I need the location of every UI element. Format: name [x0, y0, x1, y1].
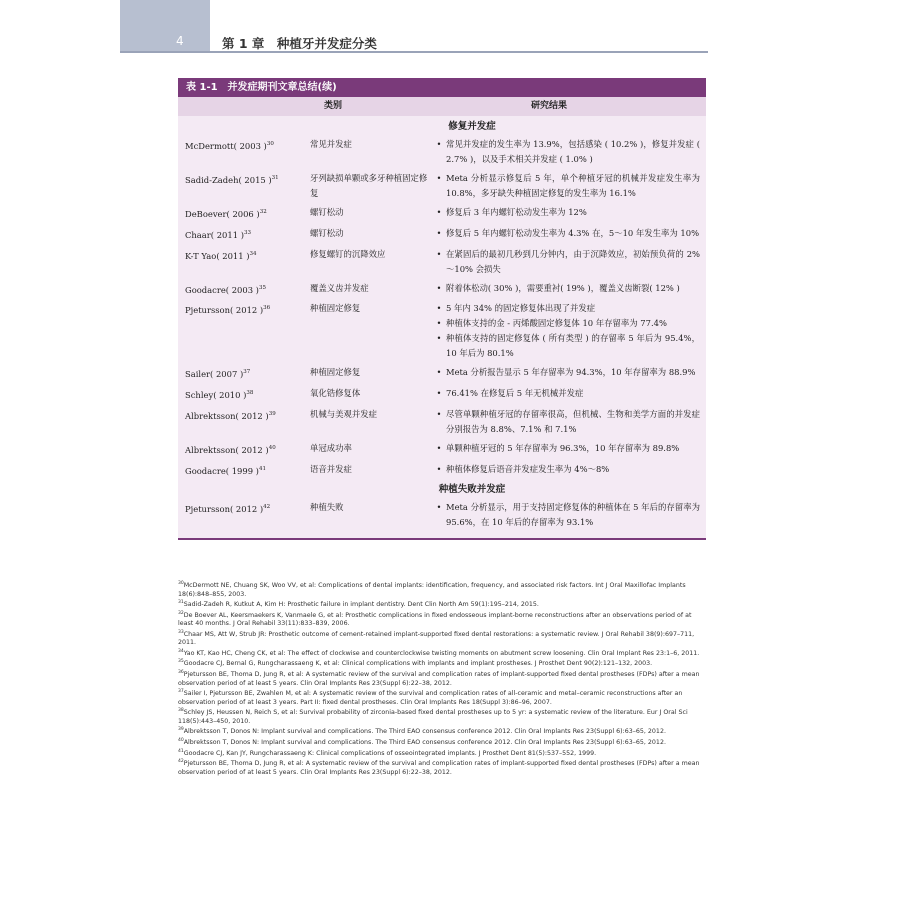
study-cell [178, 226, 304, 243]
study-ref-number: 35 [258, 284, 266, 291]
study-ref-number: 37 [243, 369, 251, 376]
complications-table [178, 78, 706, 540]
reference-text: Albrektsson T, Donos N: Implant survival and complications. The Third EAO consensus conference 2012. Clin Oral Implants Res 23(Suppl 6):63–65, 2012. [183, 739, 666, 747]
study-cell [178, 247, 304, 277]
reference-number: 39 [178, 727, 184, 733]
results-cell [432, 171, 706, 201]
page-number-tab [120, 0, 210, 52]
bullet-icon: • [436, 173, 442, 183]
result-bullet [432, 226, 700, 241]
result-bullet [432, 386, 700, 401]
results-cell [432, 365, 706, 382]
study-ref-number: 30 [266, 141, 274, 147]
study-cell [178, 365, 304, 382]
study-ref-number: 38 [246, 390, 254, 397]
study-ref-number: 40 [268, 444, 276, 451]
study-name: Schley( 2010 ) [185, 389, 247, 400]
results-cell [432, 386, 706, 403]
reference-number: 41 [178, 748, 184, 754]
study-cell [178, 137, 304, 167]
table-row [178, 245, 706, 279]
references-list [178, 580, 706, 777]
reference-text: Goodacre CJ, Kan JY, Rungcharassaeng K: Clinical complications of osseointegrated implants. J Prosthet Dent 81(5):537–552, 1999. [183, 749, 597, 757]
study-ref-number: 34 [249, 250, 257, 257]
result-bullet [432, 462, 700, 477]
study-name: K-T Yao( 2011 ) [185, 250, 250, 261]
study-cell [178, 171, 304, 201]
result-bullet [432, 171, 700, 201]
study-ref-number: 33 [243, 229, 251, 236]
bullet-icon: • [436, 227, 442, 238]
reference-text: Albrektsson T, Donos N: Implant survival and complications. The Third EAO consensus conference 2012. Clin Oral Implants Res 23(Suppl 6):63–65, 2012. [183, 728, 666, 736]
table-row [178, 299, 706, 363]
study-name: Chaar( 2011 ) [185, 229, 244, 240]
study-cell [178, 500, 304, 530]
category-cell: 种植失败 [310, 501, 344, 512]
results-cell [432, 407, 706, 437]
reference-entry [178, 669, 706, 688]
study-cell [178, 281, 304, 298]
study-cell [178, 462, 304, 479]
study-cell [178, 205, 304, 222]
reference-entry [178, 688, 706, 707]
table-row [178, 203, 706, 224]
reference-text: Sadid-Zadeh R, Kutkut A, Kim H: Prosthetic failure in implant dentistry. Dent Clin North Am 59(1):195–214, 2015. [183, 601, 539, 609]
category-cell: 螺钉松动 [310, 227, 344, 238]
table-row [178, 169, 706, 203]
header-rule [120, 51, 708, 53]
reference-entry [178, 758, 706, 777]
result-text: 单颗种植牙冠的 5 年存留率为 96.3%，10 年存留率为 89.8% [446, 442, 680, 453]
table-row [178, 405, 706, 439]
reference-text: Goodacre CJ, Bernal G, Rungcharassaeng K, et al: Clinical complications with implants and implant prostheses. J Prosthet Dent 90(2):121–132, 2003. [183, 660, 653, 668]
results-cell [432, 500, 706, 530]
result-bullet [432, 500, 700, 530]
reference-entry [178, 599, 706, 610]
reference-number: 33 [178, 629, 184, 635]
table-caption: 表 1-1 并发症期刊文章总结(续) [178, 78, 706, 97]
result-text: 在紧固后的最初几秒到几分钟内，由于沉降效应，初始预负荷的 2%～10% 会损失 [446, 248, 700, 274]
bullet-icon: • [436, 318, 442, 329]
result-bullet [432, 137, 700, 167]
table-row [178, 224, 706, 245]
results-cell [432, 226, 706, 243]
category-cell: 修复螺钉的沉降效应 [310, 248, 386, 259]
bullet-icon: • [436, 442, 442, 453]
results-cell [432, 301, 706, 361]
reference-entry [178, 580, 706, 599]
result-bullet [432, 301, 700, 316]
table-row [178, 279, 706, 300]
bullet-icon: • [436, 408, 442, 419]
study-name: Sadid-Zadeh( 2015 ) [185, 174, 272, 185]
bullet-icon: • [436, 139, 442, 149]
study-cell [178, 386, 304, 403]
result-text: 修复后 5 年内螺钉松动发生率为 4.3% 在，5～10 年发生率为 10% [446, 227, 700, 238]
reference-number: 42 [178, 759, 184, 765]
result-bullet [432, 281, 700, 296]
category-cell: 种植固定修复 [310, 303, 361, 314]
result-text: 尽管单颗种植牙冠的存留率很高，但机械、生物和美学方面的并发症分别报告为 8.8%、7.1% 和 7.1% [446, 408, 700, 434]
reference-text: De Boever AL, Keersmaekers K, Vanmaele G, et al: Prosthetic complications in fixed endosseous implant-borne reconstructions after an observations period of at least 40 months. J Oral Rehabil 33(11):833–839, 2006. [178, 611, 692, 628]
header-category: 类别 [324, 101, 343, 111]
result-text: 修复后 3 年内螺钉松动发生率为 12% [446, 207, 587, 217]
section-heading: 修复并发症 [448, 121, 496, 132]
category-cell: 螺钉松动 [310, 207, 344, 217]
header-results: 研究结果 [530, 101, 567, 111]
reference-entry [178, 737, 706, 748]
reference-entry [178, 707, 706, 726]
reference-number: 34 [178, 648, 184, 654]
chapter-running-title: 第 1 章 种植牙并发症分类 [222, 36, 377, 51]
category-cell: 常见并发症 [310, 139, 352, 149]
results-cell [432, 441, 706, 458]
reference-entry [178, 629, 706, 648]
result-text: 常见并发症的发生率为 13.9%，包括感染 ( 10.2% )，修复并发症 ( 2.7% )，以及手术相关并发症 ( 1.0% ) [446, 139, 700, 164]
bullet-icon: • [436, 248, 442, 259]
study-name: Goodacre( 1999 ) [185, 465, 259, 476]
category-cell: 牙列缺损单颗或多牙种植固定修复 [310, 173, 428, 198]
table-row [178, 363, 706, 384]
table-header-row [178, 97, 706, 116]
results-cell [432, 137, 706, 167]
category-cell: 语音并发症 [310, 463, 352, 474]
category-cell: 单冠成功率 [310, 442, 352, 453]
results-cell [432, 281, 706, 298]
reference-text: Chaar MS, Att W, Strub JR: Prosthetic outcome of cement-retained implant-supported fixed dental restorations: a systematic review. J Oral Rehabil 38(9):697–711, 2011. [178, 630, 695, 647]
header-study [178, 97, 304, 116]
study-ref-number: 42 [263, 503, 271, 510]
study-cell [178, 441, 304, 458]
study-ref-number: 41 [258, 465, 266, 472]
result-text: 76.41% 在修复后 5 年无机械并发症 [446, 388, 584, 399]
study-ref-number: 32 [259, 209, 267, 215]
bullet-icon: • [436, 463, 442, 474]
results-cell [432, 247, 706, 277]
result-text: 5 年内 34% 的固定修复体出现了并发症 [446, 303, 596, 314]
reference-entry [178, 726, 706, 737]
result-bullet [432, 247, 700, 277]
reference-number: 31 [178, 600, 184, 606]
reference-number: 32 [178, 610, 184, 616]
category-cell: 种植固定修复 [310, 367, 361, 378]
reference-text: Pjetursson BE, Thoma D, Jung R, et al: A systematic review of the survival and complication rates of implant-supported fixed dental prostheses (FDPs) after a mean observation period of at least 5 years. Clin Oral Implants Res 23(Suppl 6):22–38, 2012. [178, 671, 700, 687]
bullet-icon: • [436, 388, 442, 399]
result-bullet [432, 365, 700, 380]
table-row [178, 439, 706, 460]
study-name: Pjetursson( 2012 ) [185, 503, 264, 514]
results-cell [432, 205, 706, 222]
category-cell: 氧化锆修复体 [310, 388, 361, 399]
reference-number: 30 [178, 581, 184, 586]
study-ref-number: 36 [263, 305, 271, 312]
bullet-icon: • [436, 282, 442, 293]
result-text: 种植体修复后语音并发症发生率为 4%～8% [446, 463, 610, 474]
reference-number: 40 [178, 737, 184, 743]
reference-number: 35 [178, 659, 184, 665]
result-text: Meta 分析显示修复后 5 年，单个种植牙冠的机械并发症发生率为 10.8%，多牙缺失种植固定修复的发生率为 16.1% [446, 173, 700, 198]
study-ref-number: 31 [271, 175, 279, 181]
bullet-icon: • [436, 207, 442, 217]
reference-number: 36 [178, 670, 184, 676]
study-ref-number: 39 [268, 410, 276, 417]
study-name: Goodacre( 2003 ) [185, 284, 259, 295]
reference-number: 37 [178, 689, 184, 695]
table-row [178, 498, 706, 532]
category-cell: 机械与美观并发症 [310, 408, 377, 419]
reference-entry [178, 610, 706, 629]
reference-text: McDermott NE, Chuang SK, Woo VV, et al: Complications of dental implants: identification, frequency, and associated risk factors. Int J Oral Maxillofac Implants 18(6):848–855, 2003. [178, 582, 686, 598]
reference-entry [178, 658, 706, 669]
bullet-icon: • [436, 303, 442, 314]
result-text: Meta 分析显示，用于支持固定修复体的种植体在 5 年后的存留率为 95.6%，在 10 年后的存留率为 93.1% [446, 501, 700, 527]
reference-number: 38 [178, 708, 184, 714]
result-text: Meta 分析报告显示 5 年存留率为 94.3%，10 年存留率为 88.9% [446, 367, 696, 378]
results-cell [432, 462, 706, 479]
study-name: Sailer( 2007 ) [185, 369, 244, 380]
page-number: 4 [176, 34, 184, 48]
reference-text: Schley JS, Heussen N, Reich S, et al: Survival probability of zirconia-based fixed dental prostheses up to 5 yr: a systematic review of the literature. Eur J Oral Sci 118(5):443–450, 2010. [178, 709, 688, 725]
study-name: McDermott( 2003 ) [185, 140, 267, 151]
study-cell [178, 407, 304, 437]
bullet-icon: • [436, 501, 442, 512]
result-text: 附着体松动( 30% )，需要重衬( 19% )，覆盖义齿断裂( 12% ) [446, 282, 680, 293]
section-heading: 种植失败并发症 [438, 483, 506, 495]
result-text: 种植体支持的金 - 丙烯酸固定修复体 10 年存留率为 77.4% [446, 318, 667, 329]
study-name: Albrektsson( 2012 ) [185, 410, 269, 421]
result-text: 种植体支持的固定修复体 ( 所有类型 ) 的存留率 5 年后为 95.4%，10 年后为 80.1% [446, 333, 700, 359]
reference-text: Yao KT, Kao HC, Cheng CK, et al: The effect of clockwise and counterclockwise twisting moments on abutment screw loosening. Clin Oral Implant Res 23:1–6, 2011. [183, 649, 700, 657]
reference-entry [178, 748, 706, 759]
study-name: Pjetursson( 2012 ) [185, 305, 264, 316]
reference-text: Sailer I, Pjetursson BE, Zwahlen M, et al: A systematic review of the survival and complication rates of all-ceramic and metal–ceramic reconstructions after an observation period of at least 3 years. Part II: fixed dental prostheses. Clin Oral Implants Res 18(Suppl 3):86–96, 2007. [178, 690, 683, 706]
table-row [178, 384, 706, 405]
bullet-icon: • [436, 367, 442, 378]
result-bullet [432, 205, 700, 220]
table-row [178, 135, 706, 169]
study-name: Albrektsson( 2012 ) [185, 444, 269, 455]
study-cell [178, 301, 304, 361]
category-cell: 覆盖义齿并发症 [310, 282, 369, 293]
bullet-icon: • [436, 333, 442, 344]
result-bullet [432, 316, 700, 331]
result-bullet [432, 331, 700, 361]
result-bullet [432, 407, 700, 437]
result-bullet [432, 441, 700, 456]
table-row [178, 460, 706, 481]
reference-text: Pjetursson BE, Thoma D, Jung R, et al: A systematic review of the survival and complication rates of implant-supported fixed dental prostheses (FDPs) after a mean observation period of at least 5 years. Clin Oral Implants Res 23(Suppl 6):22–38, 2012. [178, 760, 700, 776]
study-name: DeBoever( 2006 ) [185, 208, 260, 219]
reference-entry [178, 648, 706, 659]
table-body [178, 116, 706, 540]
